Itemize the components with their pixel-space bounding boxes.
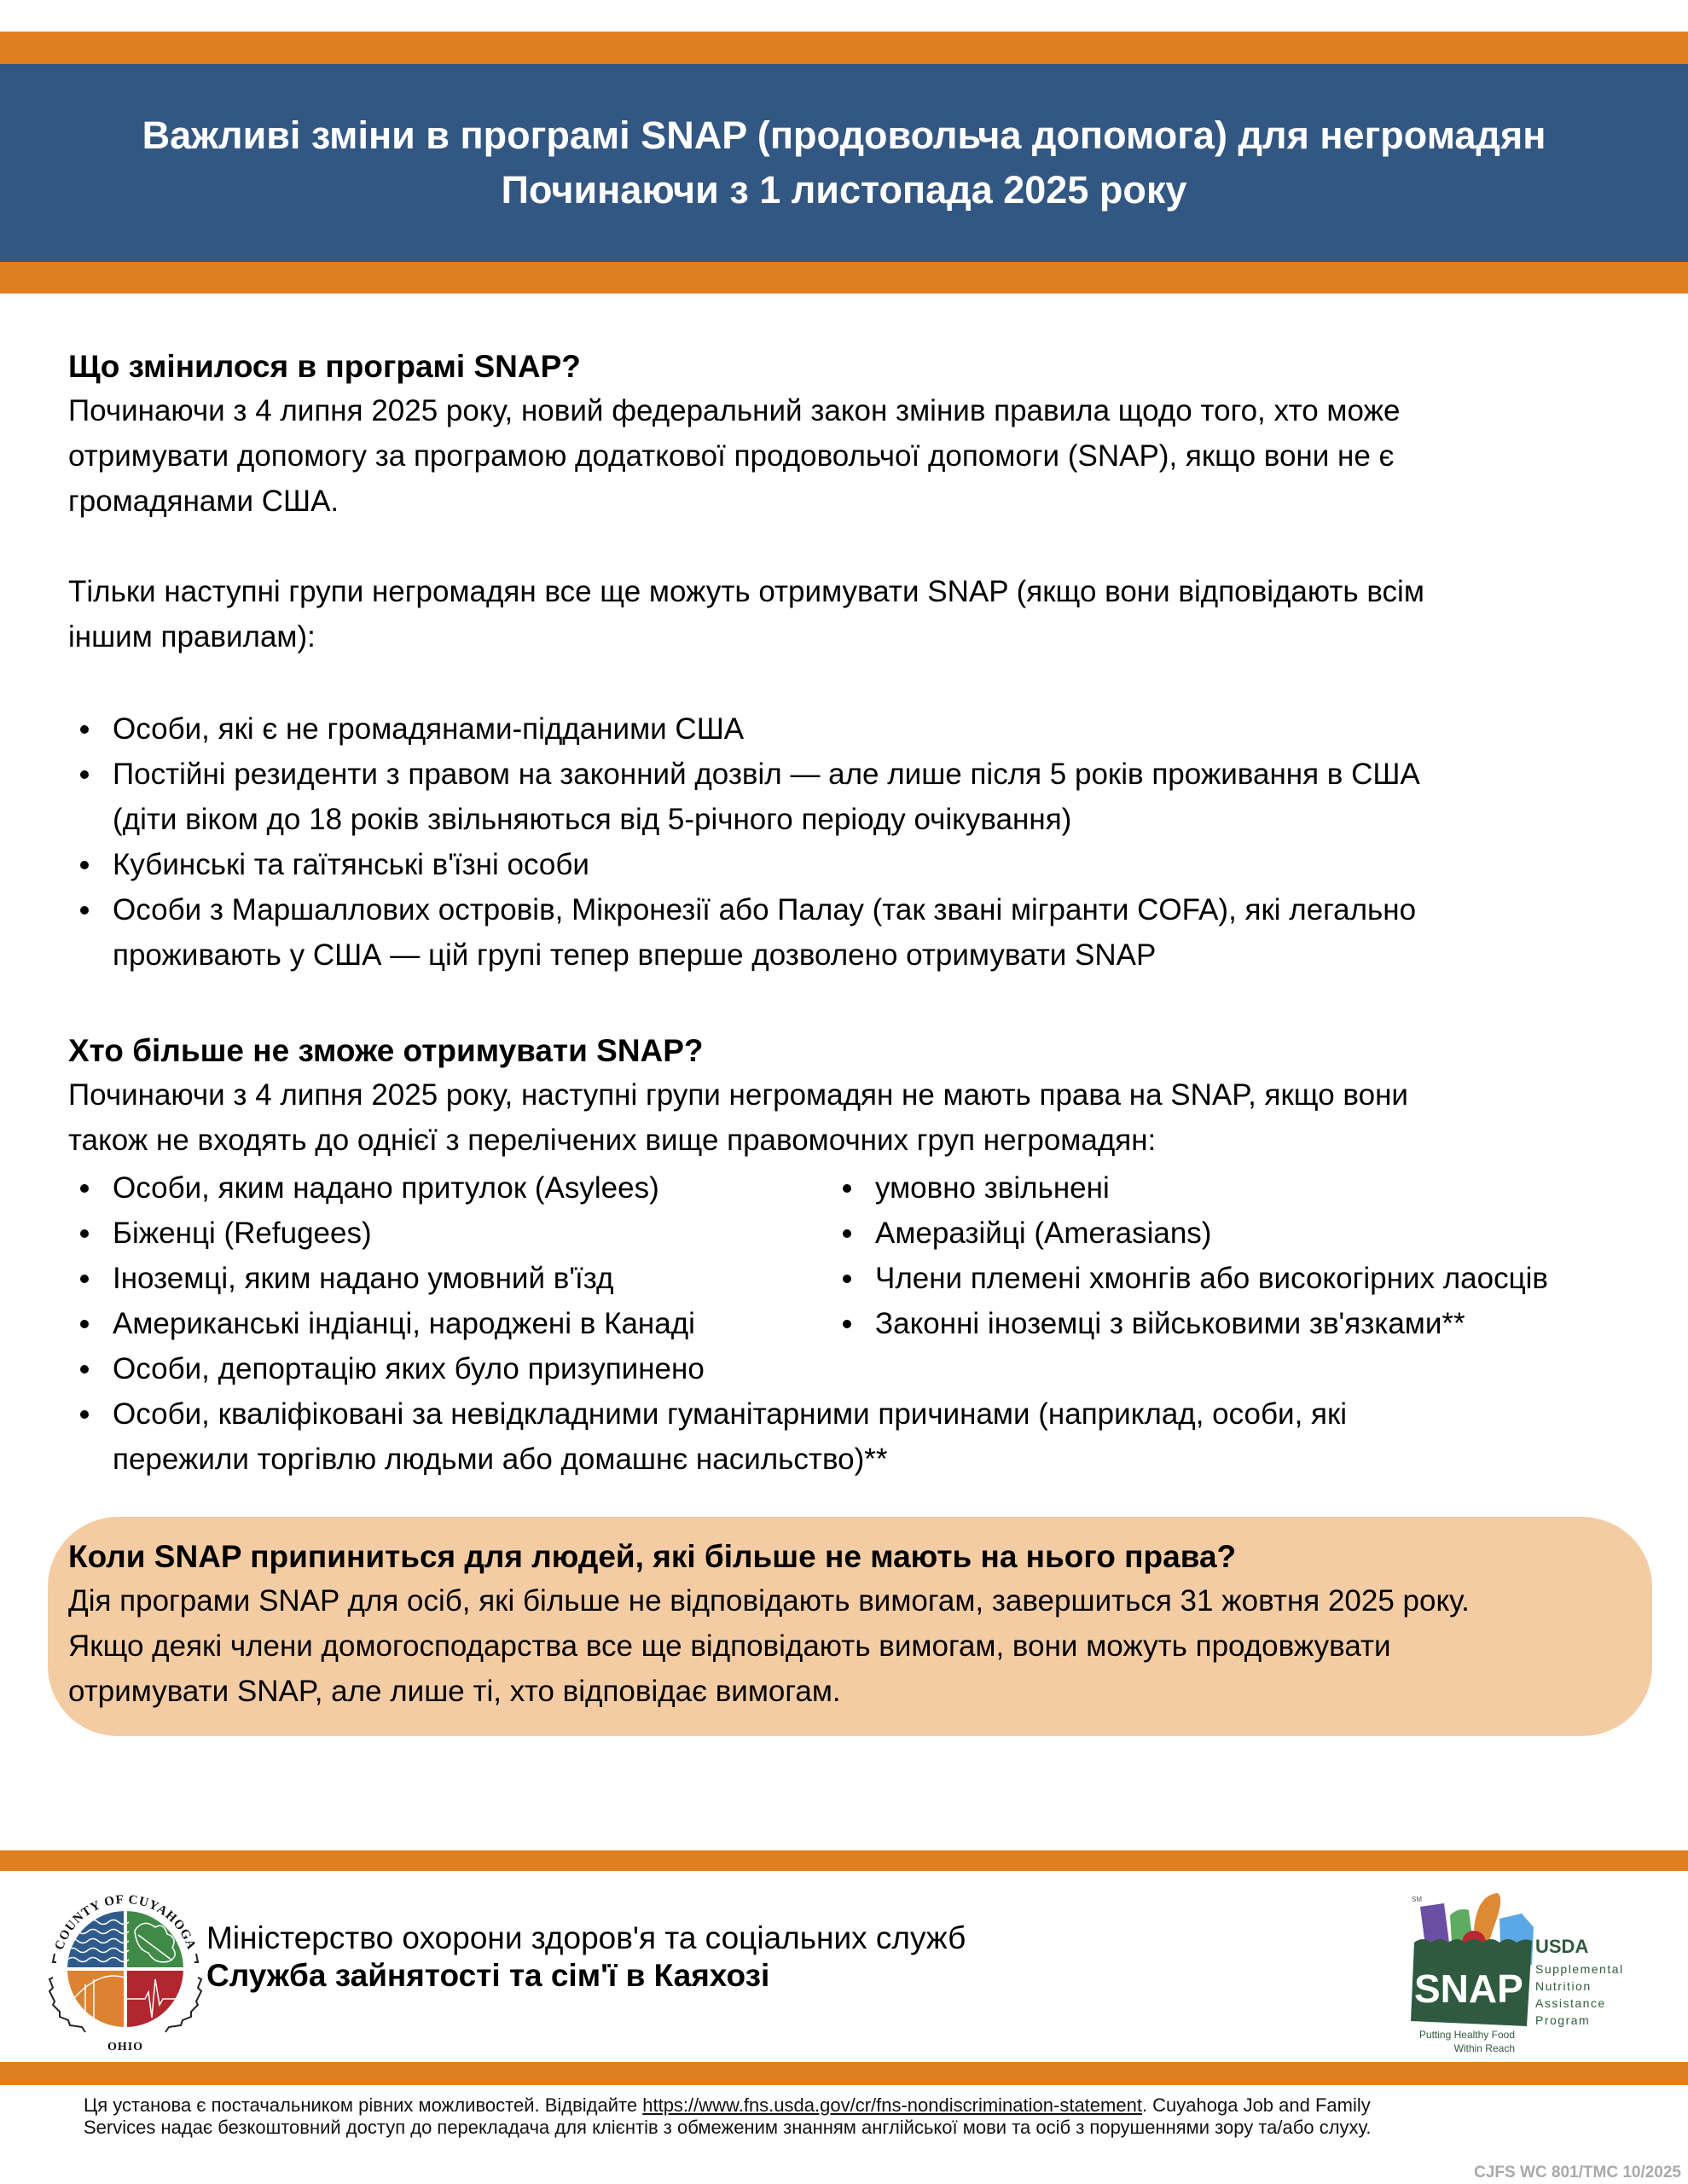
nondiscrimination-disclaimer bbox=[84, 2094, 1644, 2139]
svg-text:Within Reach: Within Reach bbox=[1453, 2042, 1515, 2054]
paragraph-line: Починаючи з 4 липня 2025 року, наступні групи негромадян не мають права на SNAP, якщо вони bbox=[68, 1078, 1408, 1112]
disclaimer-line bbox=[84, 2094, 1644, 2117]
section-heading: Хто більше не зможе отримувати SNAP? bbox=[68, 1033, 704, 1068]
list-item-text: Особи, яким надано притулок (Asylees) bbox=[113, 1171, 659, 1205]
paragraph-line: Починаючи з 4 липня 2025 року, новий федеральний закон змінив правила щодо того, хто може bbox=[68, 394, 1401, 427]
header-bottom-band bbox=[0, 262, 1688, 293]
department-name: Міністерство охорони здоров'я та соціальних служб bbox=[206, 1920, 966, 1955]
agency-name: Служба зайнятості та сім'ї в Каяхозі bbox=[206, 1958, 770, 1993]
page-title: Важливі зміни в програмі SNAP (продовольча допомога) для негромадян bbox=[142, 113, 1546, 157]
ineligible-groups-list bbox=[68, 1165, 1655, 1482]
list-item bbox=[56, 842, 1655, 887]
svg-text:SM: SM bbox=[1412, 1896, 1422, 1903]
list-item bbox=[819, 1211, 1548, 1256]
list-item bbox=[56, 706, 1655, 752]
disclaimer-text: . Cuyahoga Job and Family bbox=[1141, 2094, 1371, 2116]
organization-name bbox=[206, 1920, 966, 1995]
list-item-text: Особи з Маршаллових островів, Мікронезії або Палау (так звані мігранти COFA), які легально bbox=[113, 893, 1417, 926]
paragraph-line: також не входять до однієї з перелічених вище правомочних груп негромадян: bbox=[68, 1124, 1157, 1157]
callout-heading: Коли SNAP припиниться для людей, які більше не мають на нього права? bbox=[68, 1539, 1237, 1574]
svg-text:USDA: USDA bbox=[1535, 1936, 1589, 1957]
header-top-band bbox=[0, 32, 1688, 64]
bullet-icon bbox=[80, 1365, 89, 1374]
list-item bbox=[819, 1165, 1548, 1211]
list-item-text: Постійні резиденти з правом на законний дозвіл — але лише після 5 років проживання в США bbox=[113, 758, 1420, 791]
svg-text:OHIO: OHIO bbox=[107, 2041, 144, 2053]
bullet-icon bbox=[843, 1320, 851, 1328]
section-heading: Що змінилося в програмі SNAP? bbox=[68, 349, 581, 384]
list-item bbox=[56, 1346, 1655, 1391]
paragraph-line: Дія програми SNAP для осіб, які більше не відповідають вимогам, завершиться 31 жовтня 2025 року. bbox=[68, 1584, 1470, 1618]
bullet-icon bbox=[80, 861, 89, 869]
form-code: CJFS WC 801/TMC 10/2025 bbox=[1474, 2164, 1681, 2181]
paragraph-line: Якщо деякі члени домогосподарства все ще відповідають вимогам, вони можуть продовжувати bbox=[68, 1629, 1391, 1663]
bullet-icon bbox=[80, 725, 89, 734]
list-item bbox=[56, 1391, 1655, 1482]
bullet-icon bbox=[843, 1184, 851, 1193]
svg-text:Program: Program bbox=[1535, 2013, 1591, 2027]
list-item-text: Законні іноземці з військовими зв'язками** bbox=[875, 1307, 1465, 1340]
disclaimer-line: Services надає безкоштовний доступ до перекладача для клієнтів з обмеженим знанням англійської мови та осіб з порушеннями зору та/або слуху. bbox=[84, 2117, 1372, 2138]
disclaimer-text: Ця установа є постачальником рівних можливостей. Відвідайте bbox=[84, 2094, 643, 2116]
list-item bbox=[56, 752, 1655, 842]
svg-text:SNAP: SNAP bbox=[1414, 1966, 1523, 2011]
paragraph-line: іншим правилам): bbox=[68, 620, 316, 653]
section-paragraph bbox=[68, 388, 1655, 524]
nondiscrimination-link[interactable]: https://www.fns.usda.gov/cr/fns-nondiscrimination-statement bbox=[642, 2094, 1142, 2116]
list-item-text: Іноземці, яким надано умовний в'їзд bbox=[113, 1262, 614, 1295]
section-paragraph bbox=[68, 569, 1655, 659]
bullet-icon bbox=[843, 1229, 851, 1238]
callout-paragraph bbox=[68, 1578, 1470, 1714]
list-item-text: (діти віком до 18 років звільняються від 5-річного періоду очікування) bbox=[113, 803, 1072, 836]
footer-bottom-band bbox=[0, 2062, 1688, 2085]
section-paragraph bbox=[68, 1072, 1655, 1163]
paragraph-line: отримувати допомогу за програмою додаткової продовольчої допомоги (SNAP), якщо вони не є bbox=[68, 439, 1395, 473]
footer-top-band bbox=[0, 1850, 1688, 1871]
list-item-text: Кубинські та гаїтянські в'їзні особи bbox=[113, 848, 589, 881]
snap-end-callout bbox=[48, 1517, 1652, 1736]
page-title-banner bbox=[0, 64, 1688, 262]
svg-text:COUNTY OF CUYAHOGA: COUNTY OF CUYAHOGA bbox=[52, 1892, 199, 1952]
svg-text:Nutrition: Nutrition bbox=[1535, 1979, 1592, 1993]
page-subtitle: Починаючи з 1 листопада 2025 року bbox=[501, 168, 1187, 212]
svg-text:Putting Healthy Food: Putting Healthy Food bbox=[1418, 2029, 1515, 2041]
svg-text:Supplemental: Supplemental bbox=[1535, 1962, 1624, 1976]
bullet-icon bbox=[80, 1410, 89, 1419]
bullet-icon bbox=[80, 770, 89, 779]
section-who-no-longer bbox=[68, 1030, 1655, 1163]
svg-text:Assistance: Assistance bbox=[1535, 1996, 1606, 2010]
list-item-text: Американські індіанці, народжені в Канаді bbox=[113, 1307, 695, 1340]
list-item-text: Члени племені хмонгів або високогірних лаосців bbox=[875, 1262, 1548, 1295]
bullet-icon bbox=[80, 1229, 89, 1238]
ineligible-right-column bbox=[819, 1165, 1548, 1346]
list-item-text: Особи, які є не громадянами-підданими США bbox=[113, 712, 745, 746]
list-item-text: пережили торгівлю людьми або домашнє насильство)** bbox=[113, 1443, 888, 1476]
bullet-icon bbox=[843, 1275, 851, 1283]
list-item-text: умовно звільнені bbox=[875, 1171, 1110, 1205]
bullet-icon bbox=[80, 1320, 89, 1328]
list-item-text: Особи, кваліфіковані за невідкладними гуманітарними причинами (наприклад, особи, які bbox=[113, 1397, 1348, 1431]
bullet-icon bbox=[80, 1184, 89, 1193]
list-item-text: Особи, депортацію яких було призупинено bbox=[113, 1352, 705, 1385]
list-item-text: Амеразійці (Amerasians) bbox=[875, 1217, 1212, 1250]
list-item-text: Біженці (Refugees) bbox=[113, 1217, 372, 1250]
section-what-changed bbox=[68, 346, 1655, 659]
list-item bbox=[819, 1256, 1548, 1301]
paragraph-line: громадянами США. bbox=[68, 485, 339, 518]
paragraph-line: Тільки наступні групи негромадян все ще можуть отримувати SNAP (якщо вони відповідають всім bbox=[68, 575, 1424, 608]
paragraph-line: отримувати SNAP, але лише ті, хто відповідає вимогам. bbox=[68, 1675, 841, 1708]
bullet-icon bbox=[80, 1275, 89, 1283]
eligible-groups-list bbox=[68, 706, 1655, 978]
list-item-text: проживають у США — цій групі тепер вперше дозволено отримувати SNAP bbox=[113, 938, 1157, 972]
snap-logo-icon bbox=[1390, 1881, 1646, 2056]
bullet-icon bbox=[80, 906, 89, 915]
county-seal-icon bbox=[44, 1884, 206, 2054]
list-item bbox=[56, 887, 1655, 978]
list-item bbox=[819, 1301, 1548, 1346]
